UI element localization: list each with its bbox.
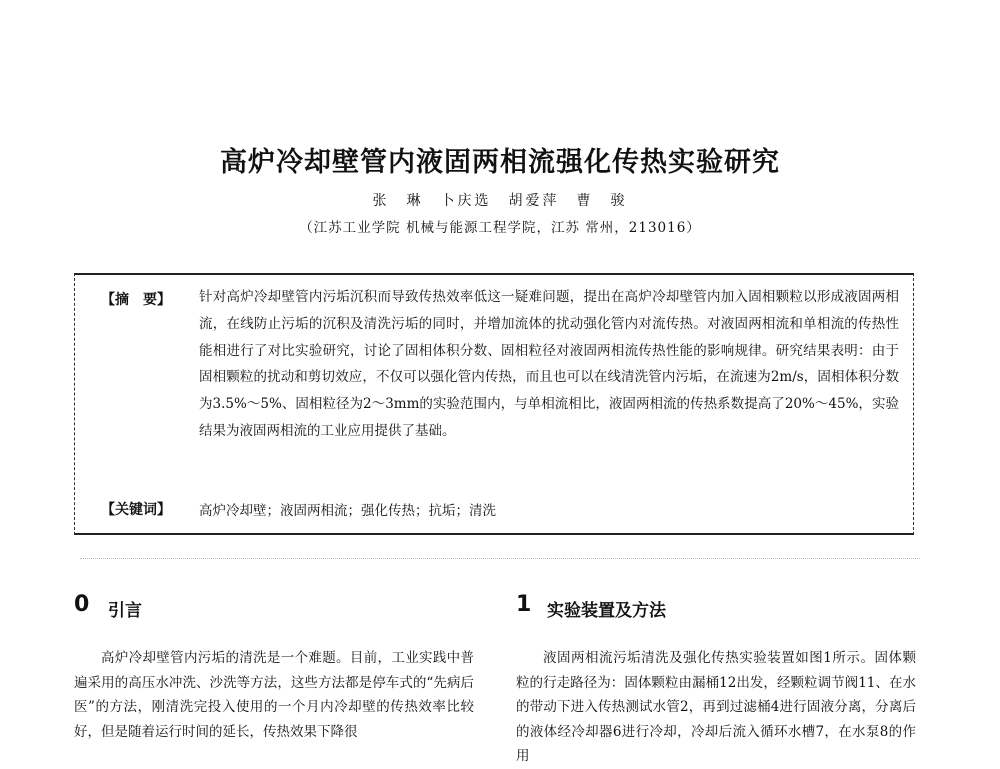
section-1-body: 液固两相流污垢清洗及强化传热实验装置如图1所示。固体颗粒的行走路径为：固体颗粒由漏桶12出发，经颗粒调节阀11、在水的带动下进入传热测试水管2，再到过滤桶4进行固液分离，分离后的液体经冷却器6进行冷却，冷却后流入循环水槽7，在水泵8的作用 xyxy=(516,650,916,764)
abstract-label: 【摘 要】 xyxy=(101,292,171,308)
section-0-number: 0 xyxy=(74,592,90,617)
abstract-text: 针对高炉冷却壁管内污垢沉积而导致传热效率低这一疑难问题，提出在高炉冷却壁管内加入固相颗粒以形成液固两相流，在线防止污垢的沉积及清洗污垢的同时，并增加流体的扰动强化管内对流传热。对液固两相流和单相流的传热性能相进行了对比实验研究，讨论了固相体积分数、固相粒径对液固两相流传热性能的影响规律。研究结果表明：由于固相颗粒的扰动和剪切效应，不仅可以强化管内传热，而且也可以在线清洗管内污垢，在流速为2m/s，固相体积分数为3.5%～5%、固相粒径为2～3mm的实验范围内，与单相流相比，液固两相流的传热系数提高了20%～45%，实验结果为液固两相流的工业应用提供了基础。 xyxy=(199,289,899,439)
section-divider xyxy=(80,558,920,559)
abstract-box xyxy=(74,273,914,535)
affiliation: （江苏工业学院 机械与能源工程学院，江苏 常州，213016） xyxy=(299,220,701,236)
section-0-body: 高炉冷却壁管内污垢的清洗是一个难题。目前，工业实践中普遍采用的高压水冲洗、沙洗等方法，这些方法都是停车式的“先病后医”的方法，刚清洗完投入使用的一个月内冷却壁的传热效率比较好，但是随着运行时间的延长，传热效果下降很 xyxy=(74,650,474,740)
section-1-number: 1 xyxy=(516,592,532,617)
section-0-title: 引言 xyxy=(108,601,142,621)
authors: 张 琳 卜庆选 胡爱萍 曹 骏 xyxy=(372,193,628,209)
keywords-text: 高炉冷却壁；液固两相流；强化传热；抗垢；清洗 xyxy=(199,503,496,519)
paper-title: 高炉冷却壁管内液固两相流强化传热实验研究 xyxy=(220,147,780,178)
keywords-label: 【关键词】 xyxy=(101,502,171,518)
section-1-title: 实验装置及方法 xyxy=(547,601,666,621)
